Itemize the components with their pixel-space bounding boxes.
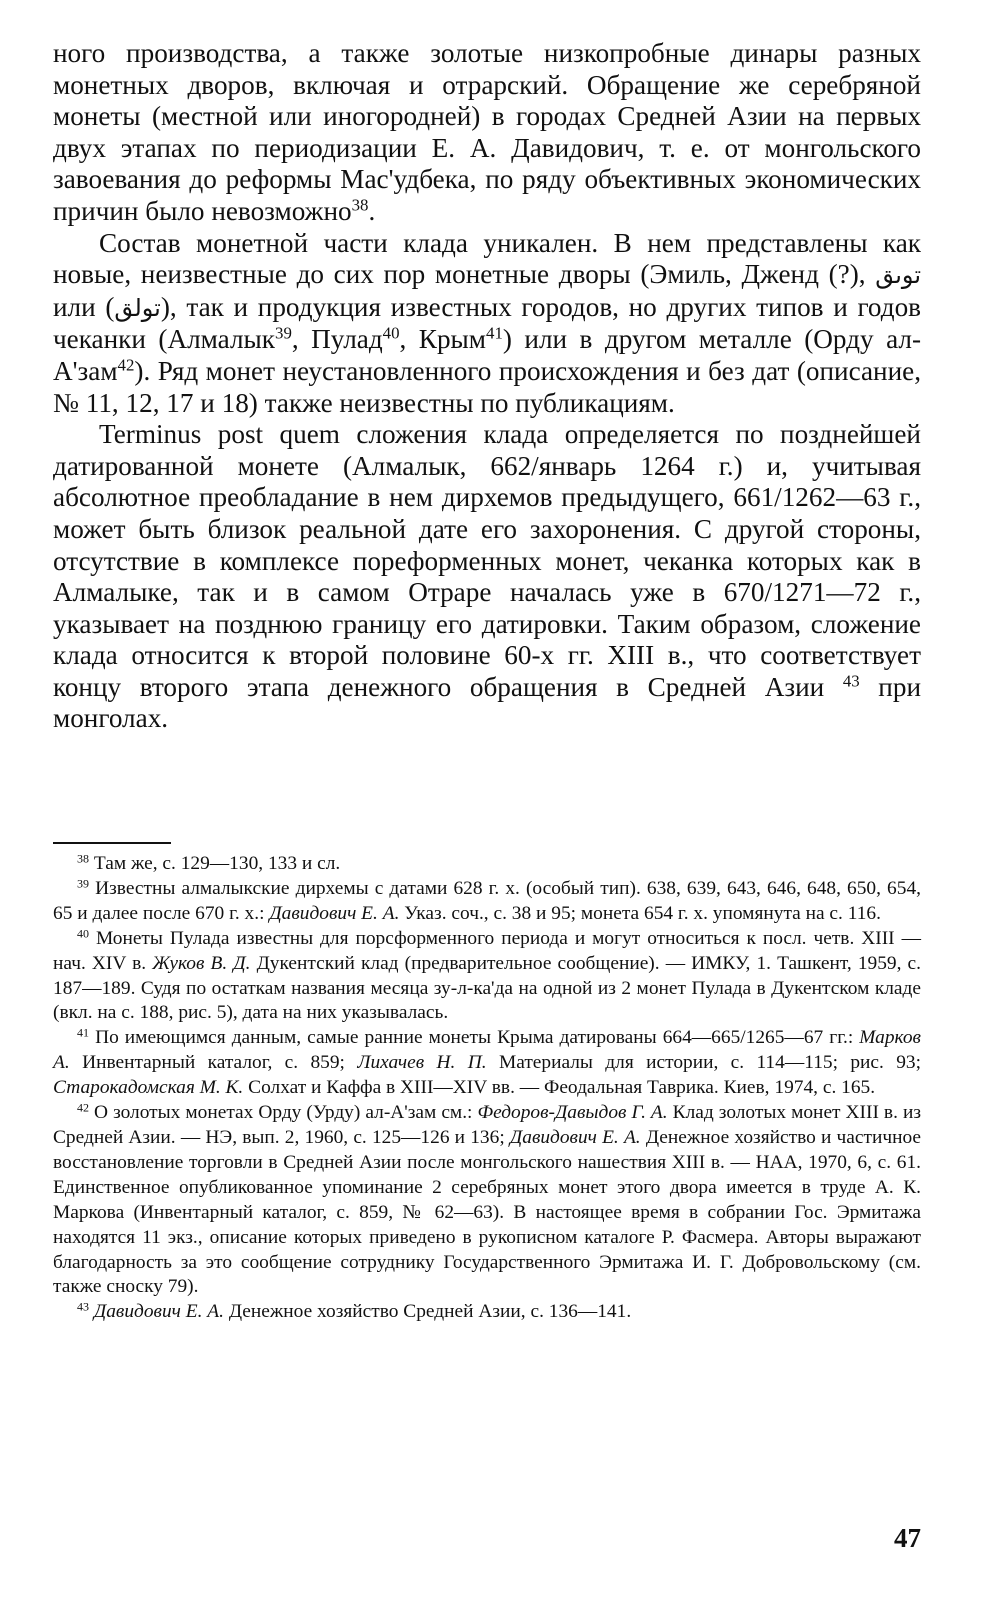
paragraph-1: ного производства, а также золотые низкопробные динары разных монетных дворов, включая и отрарский. Обращение же серебряной монеты (местной или иногородней) в городах Средней Азии на первых двух этапах по периодизации Е. А. Давидович, т. е. от монгольского завоевания до реформы Мас'удбека, по ряду объективных экономических причин было невозможно$^{38}$.: [53, 38, 921, 226]
page-number: 47: [894, 1523, 921, 1553]
footnote-41: $^{41}$ По имеющимся данным, самые ранние монеты Крыма датированы 664—665/1265—67 гг.: Марков А. Инвентарный каталог, с. 859; Лихачев Н. П. Материалы для истории, с. 114—115; рис. 93; Старокадомская М. К. Солхат и Каффа в XIII—XIV вв. — Феодальная Таврика. Киев, 1974, с. 165.: [53, 1025, 921, 1099]
footnote-42: $^{42}$ О золотых монетах Орду (Урду) ал-А'зам см.: Федоров-Давыдов Г. А. Клад золотых монет XIII в. из Средней Азии. — НЭ, вып. 2, 1960, с. 125—126 и 136; Давидович Е. А. Денежное хозяйство и частичное восстановление торговли в Средней Азии после монгольского нашествия XIII в. — НАА, 1970, 6, с. 61. Единственное опубликованное упоминание 2 серебряных монет этого двора имеется в труде А. К. Маркова (Инвентарный каталог, с. 859, № 62—63). В настоящее время в собрании Гос. Эрмитажа находятся 11 экз., описание которых приведено в рукописном каталоге Р. Фасмера. Авторы выражают благодарность за это сообщение сотруднику Государственного Эрмитажа И. Г. Добровольскому (см. также сноску 79).: [53, 1100, 922, 1298]
paragraph-2: Состав монетной части клада уникален. В нем представлены как новые, неизвестные до сих пор монетные дворы (Эмиль, Дженд (?), توىق или (تولق), так и продукция известных городов, но других типов и годов чеканки (Алмалык$^{39}$, Пулад$^{40}$, Крым$^{41}$) или в другом металле (Орду ал-А'зам$^{42}$). Ряд монет неустановленного происхождения и без дат (описание, № 11, 12, 17 и 18) также неизвестны по публикациям.: [53, 227, 922, 418]
footnote-ref-42: 42: [117, 355, 135, 375]
footnote-divider: [53, 842, 171, 844]
paragraph-3: Terminus post quem сложения клада определяется по позднейшей датированной монете (Алмалык, 662/январь 1264 г.) и, учитывая абсолютное преобладание в нем дирхемов предыдущего, 661/1262—63 г., может быть близок реальной дате его захоронения. С другой стороны, отсутствие в комплексе пореформенных монет, чеканка которых как в Алмалыке, так и в самом Отраре началась уже в 670/1271—72 г., указывает на позднюю границу его датировки. Таким образом, сложение клада относится к второй половине 60-х гг. XIII в., что соответствует концу второго этапа денежного обращения в Средней Азии $^{43}$ при монголах.: [53, 419, 921, 734]
arabic-mint-name-1: توىق: [875, 261, 921, 290]
main-text: [53, 38, 921, 735]
footnote-ref-38: 38: [351, 195, 369, 215]
footnote-ref-39: 39: [275, 324, 292, 344]
footnote-39: $^{39}$ Известны алмалыкские дирхемы с датами 628 г. х. (особый тип). 638, 639, 643, 646, 648, 650, 654, 65 и далее после 670 г. х.: Давидович Е. А. Указ. соч., с. 38 и 95; монета 654 г. х. упомянута на с. 116.: [53, 876, 921, 924]
footnote-40: $^{40}$ Монеты Пулада известны для порсформенного периода и могут относиться к посл. четв. XIII — нач. XIV в. Жуков В. Д. Дукентский клад (предварительное сообщение). — ИМКУ, 1. Ташкент, 1959, с. 187—189. Судя по остаткам названия месяца зу-л-ка'да на одной из 2 монет Пулада в Дукентском кладе (вкл. на с. 188, рис. 5), дата на них указывалась.: [53, 926, 922, 1024]
footnote-ref-43: 43: [842, 671, 860, 691]
footnote-ref-40: 40: [382, 324, 400, 344]
footnote-ref-41: 41: [486, 324, 503, 344]
arabic-mint-name-2: تولق: [114, 293, 161, 322]
footnote-43: $^{43}$ Давидович Е. А. Денежное хозяйство Средней Азии, с. 136—141.: [77, 1299, 632, 1323]
footnote-38: $^{38}$ Там же, с. 129—130, 133 и сл.: [77, 851, 341, 874]
footnotes: [53, 852, 921, 1325]
